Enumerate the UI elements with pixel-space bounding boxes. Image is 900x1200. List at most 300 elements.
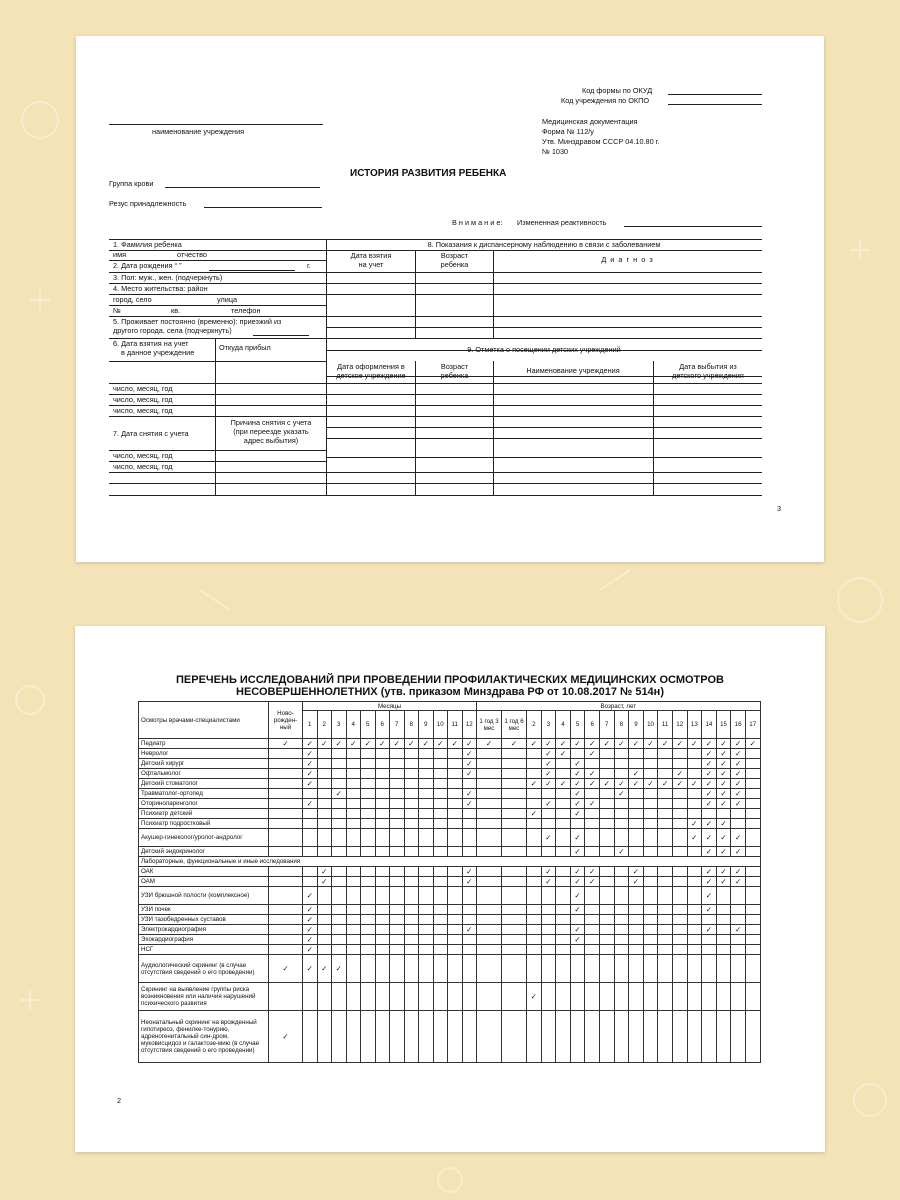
check-cell[interactable] bbox=[731, 789, 746, 799]
check-cell[interactable] bbox=[629, 905, 644, 915]
check-cell[interactable] bbox=[303, 887, 318, 905]
check-cell[interactable] bbox=[614, 759, 629, 769]
check-cell[interactable] bbox=[702, 749, 717, 759]
check-cell[interactable] bbox=[361, 945, 376, 955]
check-cell[interactable] bbox=[687, 877, 702, 887]
check-cell[interactable] bbox=[502, 749, 527, 759]
check-cell[interactable] bbox=[556, 739, 571, 749]
check-cell[interactable] bbox=[332, 905, 347, 915]
check-cell[interactable] bbox=[570, 867, 585, 877]
check-cell[interactable] bbox=[702, 877, 717, 887]
check-cell[interactable] bbox=[702, 935, 717, 945]
check-cell[interactable] bbox=[658, 829, 673, 847]
check-cell[interactable] bbox=[404, 769, 419, 779]
check-cell[interactable] bbox=[462, 877, 477, 887]
check-cell[interactable] bbox=[556, 955, 571, 983]
check-cell[interactable] bbox=[419, 789, 434, 799]
check-cell[interactable] bbox=[585, 819, 600, 829]
check-cell[interactable] bbox=[462, 935, 477, 945]
check-cell[interactable] bbox=[346, 789, 361, 799]
check-cell[interactable] bbox=[462, 819, 477, 829]
check-cell[interactable] bbox=[629, 867, 644, 877]
check-cell[interactable] bbox=[614, 905, 629, 915]
check-cell[interactable] bbox=[614, 749, 629, 759]
check-cell[interactable] bbox=[419, 739, 434, 749]
check-cell[interactable] bbox=[448, 799, 463, 809]
check-cell[interactable] bbox=[629, 829, 644, 847]
check-cell[interactable] bbox=[332, 945, 347, 955]
check-cell[interactable] bbox=[556, 829, 571, 847]
check-cell[interactable] bbox=[614, 955, 629, 983]
check-cell[interactable] bbox=[687, 829, 702, 847]
check-cell[interactable] bbox=[745, 867, 760, 877]
check-cell[interactable] bbox=[716, 799, 731, 809]
check-cell[interactable] bbox=[556, 945, 571, 955]
check-cell[interactable] bbox=[527, 925, 542, 935]
check-cell[interactable] bbox=[716, 983, 731, 1011]
check-cell[interactable] bbox=[731, 739, 746, 749]
check-cell[interactable] bbox=[375, 799, 390, 809]
check-cell[interactable] bbox=[269, 955, 303, 983]
check-cell[interactable] bbox=[404, 955, 419, 983]
check-cell[interactable] bbox=[599, 847, 614, 857]
check-cell[interactable] bbox=[419, 819, 434, 829]
check-cell[interactable] bbox=[585, 847, 600, 857]
check-cell[interactable] bbox=[269, 983, 303, 1011]
check-cell[interactable] bbox=[462, 905, 477, 915]
check-cell[interactable] bbox=[390, 945, 405, 955]
check-cell[interactable] bbox=[317, 945, 332, 955]
check-cell[interactable] bbox=[629, 887, 644, 905]
check-cell[interactable] bbox=[702, 847, 717, 857]
check-cell[interactable] bbox=[462, 799, 477, 809]
check-cell[interactable] bbox=[527, 759, 542, 769]
check-cell[interactable] bbox=[303, 749, 318, 759]
check-cell[interactable] bbox=[317, 925, 332, 935]
check-cell[interactable] bbox=[462, 809, 477, 819]
check-cell[interactable] bbox=[361, 829, 376, 847]
check-cell[interactable] bbox=[585, 887, 600, 905]
check-cell[interactable] bbox=[404, 935, 419, 945]
check-cell[interactable] bbox=[585, 789, 600, 799]
check-cell[interactable] bbox=[643, 739, 658, 749]
check-cell[interactable] bbox=[687, 925, 702, 935]
check-cell[interactable] bbox=[361, 887, 376, 905]
check-cell[interactable] bbox=[303, 799, 318, 809]
check-cell[interactable] bbox=[269, 769, 303, 779]
check-cell[interactable] bbox=[375, 759, 390, 769]
check-cell[interactable] bbox=[502, 1011, 527, 1063]
check-cell[interactable] bbox=[390, 779, 405, 789]
check-cell[interactable] bbox=[361, 955, 376, 983]
check-cell[interactable] bbox=[419, 749, 434, 759]
check-cell[interactable] bbox=[527, 945, 542, 955]
check-cell[interactable] bbox=[731, 925, 746, 935]
check-cell[interactable] bbox=[404, 877, 419, 887]
check-cell[interactable] bbox=[477, 877, 502, 887]
check-cell[interactable] bbox=[419, 983, 434, 1011]
check-cell[interactable] bbox=[502, 809, 527, 819]
check-cell[interactable] bbox=[658, 867, 673, 877]
check-cell[interactable] bbox=[419, 779, 434, 789]
check-cell[interactable] bbox=[361, 779, 376, 789]
check-cell[interactable] bbox=[614, 983, 629, 1011]
check-cell[interactable] bbox=[462, 847, 477, 857]
check-cell[interactable] bbox=[346, 925, 361, 935]
check-cell[interactable] bbox=[570, 887, 585, 905]
check-cell[interactable] bbox=[346, 819, 361, 829]
check-cell[interactable] bbox=[629, 759, 644, 769]
check-cell[interactable] bbox=[303, 983, 318, 1011]
check-cell[interactable] bbox=[375, 819, 390, 829]
check-cell[interactable] bbox=[731, 915, 746, 925]
check-cell[interactable] bbox=[585, 1011, 600, 1063]
check-cell[interactable] bbox=[731, 1011, 746, 1063]
check-cell[interactable] bbox=[477, 847, 502, 857]
check-cell[interactable] bbox=[731, 759, 746, 769]
check-cell[interactable] bbox=[745, 955, 760, 983]
check-cell[interactable] bbox=[643, 877, 658, 887]
check-cell[interactable] bbox=[585, 759, 600, 769]
check-cell[interactable] bbox=[390, 983, 405, 1011]
check-cell[interactable] bbox=[375, 1011, 390, 1063]
check-cell[interactable] bbox=[716, 847, 731, 857]
check-cell[interactable] bbox=[448, 925, 463, 935]
check-cell[interactable] bbox=[731, 905, 746, 915]
check-cell[interactable] bbox=[419, 935, 434, 945]
check-cell[interactable] bbox=[332, 739, 347, 749]
check-cell[interactable] bbox=[303, 769, 318, 779]
check-cell[interactable] bbox=[527, 847, 542, 857]
check-cell[interactable] bbox=[527, 905, 542, 915]
check-cell[interactable] bbox=[317, 847, 332, 857]
check-cell[interactable] bbox=[614, 789, 629, 799]
check-cell[interactable] bbox=[541, 789, 556, 799]
check-cell[interactable] bbox=[477, 905, 502, 915]
check-cell[interactable] bbox=[745, 789, 760, 799]
check-cell[interactable] bbox=[541, 759, 556, 769]
check-cell[interactable] bbox=[614, 847, 629, 857]
check-cell[interactable] bbox=[462, 739, 477, 749]
check-cell[interactable] bbox=[390, 877, 405, 887]
check-cell[interactable] bbox=[556, 749, 571, 759]
check-cell[interactable] bbox=[433, 739, 448, 749]
check-cell[interactable] bbox=[745, 799, 760, 809]
check-cell[interactable] bbox=[317, 829, 332, 847]
check-cell[interactable] bbox=[672, 887, 687, 905]
check-cell[interactable] bbox=[687, 1011, 702, 1063]
check-cell[interactable] bbox=[702, 867, 717, 877]
check-cell[interactable] bbox=[614, 887, 629, 905]
check-cell[interactable] bbox=[687, 867, 702, 877]
check-cell[interactable] bbox=[390, 867, 405, 877]
check-cell[interactable] bbox=[419, 877, 434, 887]
check-cell[interactable] bbox=[731, 867, 746, 877]
check-cell[interactable] bbox=[419, 945, 434, 955]
check-cell[interactable] bbox=[303, 877, 318, 887]
check-cell[interactable] bbox=[303, 829, 318, 847]
check-cell[interactable] bbox=[269, 829, 303, 847]
check-cell[interactable] bbox=[556, 915, 571, 925]
check-cell[interactable] bbox=[541, 955, 556, 983]
check-cell[interactable] bbox=[462, 867, 477, 877]
check-cell[interactable] bbox=[745, 983, 760, 1011]
check-cell[interactable] bbox=[448, 1011, 463, 1063]
check-cell[interactable] bbox=[629, 983, 644, 1011]
check-cell[interactable] bbox=[404, 739, 419, 749]
check-cell[interactable] bbox=[448, 819, 463, 829]
check-cell[interactable] bbox=[390, 905, 405, 915]
check-cell[interactable] bbox=[361, 915, 376, 925]
check-cell[interactable] bbox=[419, 925, 434, 935]
check-cell[interactable] bbox=[541, 809, 556, 819]
check-cell[interactable] bbox=[643, 847, 658, 857]
check-cell[interactable] bbox=[502, 867, 527, 877]
check-cell[interactable] bbox=[317, 799, 332, 809]
check-cell[interactable] bbox=[643, 779, 658, 789]
check-cell[interactable] bbox=[731, 945, 746, 955]
check-cell[interactable] bbox=[541, 799, 556, 809]
check-cell[interactable] bbox=[404, 819, 419, 829]
check-cell[interactable] bbox=[419, 867, 434, 877]
check-cell[interactable] bbox=[629, 799, 644, 809]
check-cell[interactable] bbox=[731, 769, 746, 779]
check-cell[interactable] bbox=[556, 925, 571, 935]
check-cell[interactable] bbox=[716, 945, 731, 955]
check-cell[interactable] bbox=[375, 935, 390, 945]
check-cell[interactable] bbox=[716, 819, 731, 829]
check-cell[interactable] bbox=[629, 739, 644, 749]
check-cell[interactable] bbox=[390, 799, 405, 809]
check-cell[interactable] bbox=[433, 769, 448, 779]
check-cell[interactable] bbox=[629, 789, 644, 799]
check-cell[interactable] bbox=[375, 829, 390, 847]
check-cell[interactable] bbox=[716, 759, 731, 769]
check-cell[interactable] bbox=[269, 809, 303, 819]
check-cell[interactable] bbox=[570, 829, 585, 847]
check-cell[interactable] bbox=[269, 779, 303, 789]
check-cell[interactable] bbox=[672, 925, 687, 935]
check-cell[interactable] bbox=[643, 1011, 658, 1063]
check-cell[interactable] bbox=[614, 925, 629, 935]
check-cell[interactable] bbox=[390, 829, 405, 847]
check-cell[interactable] bbox=[502, 915, 527, 925]
check-cell[interactable] bbox=[269, 925, 303, 935]
check-cell[interactable] bbox=[317, 983, 332, 1011]
check-cell[interactable] bbox=[477, 925, 502, 935]
check-cell[interactable] bbox=[745, 905, 760, 915]
check-cell[interactable] bbox=[643, 749, 658, 759]
check-cell[interactable] bbox=[556, 799, 571, 809]
check-cell[interactable] bbox=[433, 809, 448, 819]
check-cell[interactable] bbox=[477, 983, 502, 1011]
check-cell[interactable] bbox=[346, 905, 361, 915]
check-cell[interactable] bbox=[716, 769, 731, 779]
check-cell[interactable] bbox=[672, 877, 687, 887]
check-cell[interactable] bbox=[687, 819, 702, 829]
check-cell[interactable] bbox=[643, 955, 658, 983]
check-cell[interactable] bbox=[303, 809, 318, 819]
check-cell[interactable] bbox=[317, 779, 332, 789]
check-cell[interactable] bbox=[658, 769, 673, 779]
check-cell[interactable] bbox=[614, 819, 629, 829]
check-cell[interactable] bbox=[477, 915, 502, 925]
check-cell[interactable] bbox=[433, 867, 448, 877]
check-cell[interactable] bbox=[570, 945, 585, 955]
check-cell[interactable] bbox=[502, 769, 527, 779]
check-cell[interactable] bbox=[702, 769, 717, 779]
check-cell[interactable] bbox=[332, 819, 347, 829]
check-cell[interactable] bbox=[361, 867, 376, 877]
check-cell[interactable] bbox=[269, 935, 303, 945]
check-cell[interactable] bbox=[585, 867, 600, 877]
check-cell[interactable] bbox=[477, 779, 502, 789]
check-cell[interactable] bbox=[658, 799, 673, 809]
check-cell[interactable] bbox=[502, 759, 527, 769]
check-cell[interactable] bbox=[614, 809, 629, 819]
check-cell[interactable] bbox=[462, 1011, 477, 1063]
check-cell[interactable] bbox=[317, 819, 332, 829]
check-cell[interactable] bbox=[745, 759, 760, 769]
check-cell[interactable] bbox=[702, 829, 717, 847]
check-cell[interactable] bbox=[745, 915, 760, 925]
check-cell[interactable] bbox=[556, 983, 571, 1011]
check-cell[interactable] bbox=[599, 867, 614, 877]
check-cell[interactable] bbox=[556, 905, 571, 915]
check-cell[interactable] bbox=[629, 955, 644, 983]
check-cell[interactable] bbox=[585, 915, 600, 925]
check-cell[interactable] bbox=[390, 915, 405, 925]
check-cell[interactable] bbox=[716, 877, 731, 887]
check-cell[interactable] bbox=[585, 749, 600, 759]
check-cell[interactable] bbox=[541, 1011, 556, 1063]
check-cell[interactable] bbox=[346, 935, 361, 945]
check-cell[interactable] bbox=[404, 867, 419, 877]
check-cell[interactable] bbox=[361, 935, 376, 945]
check-cell[interactable] bbox=[502, 935, 527, 945]
check-cell[interactable] bbox=[346, 769, 361, 779]
check-cell[interactable] bbox=[269, 739, 303, 749]
check-cell[interactable] bbox=[599, 739, 614, 749]
check-cell[interactable] bbox=[527, 887, 542, 905]
check-cell[interactable] bbox=[556, 789, 571, 799]
check-cell[interactable] bbox=[419, 887, 434, 905]
check-cell[interactable] bbox=[361, 809, 376, 819]
check-cell[interactable] bbox=[745, 819, 760, 829]
check-cell[interactable] bbox=[332, 915, 347, 925]
check-cell[interactable] bbox=[332, 887, 347, 905]
check-cell[interactable] bbox=[658, 759, 673, 769]
check-cell[interactable] bbox=[614, 915, 629, 925]
check-cell[interactable] bbox=[570, 739, 585, 749]
check-cell[interactable] bbox=[448, 829, 463, 847]
check-cell[interactable] bbox=[269, 905, 303, 915]
check-cell[interactable] bbox=[643, 829, 658, 847]
check-cell[interactable] bbox=[672, 945, 687, 955]
check-cell[interactable] bbox=[672, 759, 687, 769]
check-cell[interactable] bbox=[317, 915, 332, 925]
check-cell[interactable] bbox=[702, 887, 717, 905]
check-cell[interactable] bbox=[433, 905, 448, 915]
check-cell[interactable] bbox=[731, 829, 746, 847]
check-cell[interactable] bbox=[599, 983, 614, 1011]
check-cell[interactable] bbox=[390, 955, 405, 983]
check-cell[interactable] bbox=[462, 887, 477, 905]
check-cell[interactable] bbox=[419, 809, 434, 819]
check-cell[interactable] bbox=[687, 749, 702, 759]
check-cell[interactable] bbox=[585, 905, 600, 915]
check-cell[interactable] bbox=[361, 1011, 376, 1063]
check-cell[interactable] bbox=[614, 945, 629, 955]
check-cell[interactable] bbox=[332, 809, 347, 819]
check-cell[interactable] bbox=[404, 749, 419, 759]
check-cell[interactable] bbox=[404, 925, 419, 935]
check-cell[interactable] bbox=[332, 749, 347, 759]
check-cell[interactable] bbox=[502, 877, 527, 887]
check-cell[interactable] bbox=[643, 809, 658, 819]
check-cell[interactable] bbox=[731, 819, 746, 829]
check-cell[interactable] bbox=[317, 1011, 332, 1063]
check-cell[interactable] bbox=[629, 945, 644, 955]
check-cell[interactable] bbox=[361, 847, 376, 857]
check-cell[interactable] bbox=[477, 759, 502, 769]
check-cell[interactable] bbox=[303, 915, 318, 925]
check-cell[interactable] bbox=[745, 1011, 760, 1063]
check-cell[interactable] bbox=[448, 739, 463, 749]
check-cell[interactable] bbox=[390, 809, 405, 819]
check-cell[interactable] bbox=[332, 955, 347, 983]
check-cell[interactable] bbox=[643, 799, 658, 809]
check-cell[interactable] bbox=[556, 935, 571, 945]
check-cell[interactable] bbox=[731, 877, 746, 887]
check-cell[interactable] bbox=[658, 935, 673, 945]
check-cell[interactable] bbox=[303, 819, 318, 829]
check-cell[interactable] bbox=[361, 739, 376, 749]
check-cell[interactable] bbox=[269, 877, 303, 887]
check-cell[interactable] bbox=[346, 955, 361, 983]
check-cell[interactable] bbox=[672, 867, 687, 877]
check-cell[interactable] bbox=[614, 867, 629, 877]
check-cell[interactable] bbox=[502, 789, 527, 799]
check-cell[interactable] bbox=[303, 739, 318, 749]
check-cell[interactable] bbox=[731, 983, 746, 1011]
check-cell[interactable] bbox=[448, 915, 463, 925]
check-cell[interactable] bbox=[599, 789, 614, 799]
check-cell[interactable] bbox=[556, 819, 571, 829]
check-cell[interactable] bbox=[448, 935, 463, 945]
check-cell[interactable] bbox=[643, 887, 658, 905]
check-cell[interactable] bbox=[433, 819, 448, 829]
check-cell[interactable] bbox=[687, 769, 702, 779]
check-cell[interactable] bbox=[462, 759, 477, 769]
check-cell[interactable] bbox=[375, 867, 390, 877]
check-cell[interactable] bbox=[599, 799, 614, 809]
check-cell[interactable] bbox=[303, 945, 318, 955]
check-cell[interactable] bbox=[687, 905, 702, 915]
check-cell[interactable] bbox=[570, 809, 585, 819]
check-cell[interactable] bbox=[556, 779, 571, 789]
check-cell[interactable] bbox=[303, 779, 318, 789]
check-cell[interactable] bbox=[672, 829, 687, 847]
check-cell[interactable] bbox=[629, 915, 644, 925]
check-cell[interactable] bbox=[585, 809, 600, 819]
check-cell[interactable] bbox=[716, 935, 731, 945]
check-cell[interactable] bbox=[745, 847, 760, 857]
check-cell[interactable] bbox=[658, 925, 673, 935]
check-cell[interactable] bbox=[346, 983, 361, 1011]
check-cell[interactable] bbox=[599, 877, 614, 887]
check-cell[interactable] bbox=[570, 749, 585, 759]
